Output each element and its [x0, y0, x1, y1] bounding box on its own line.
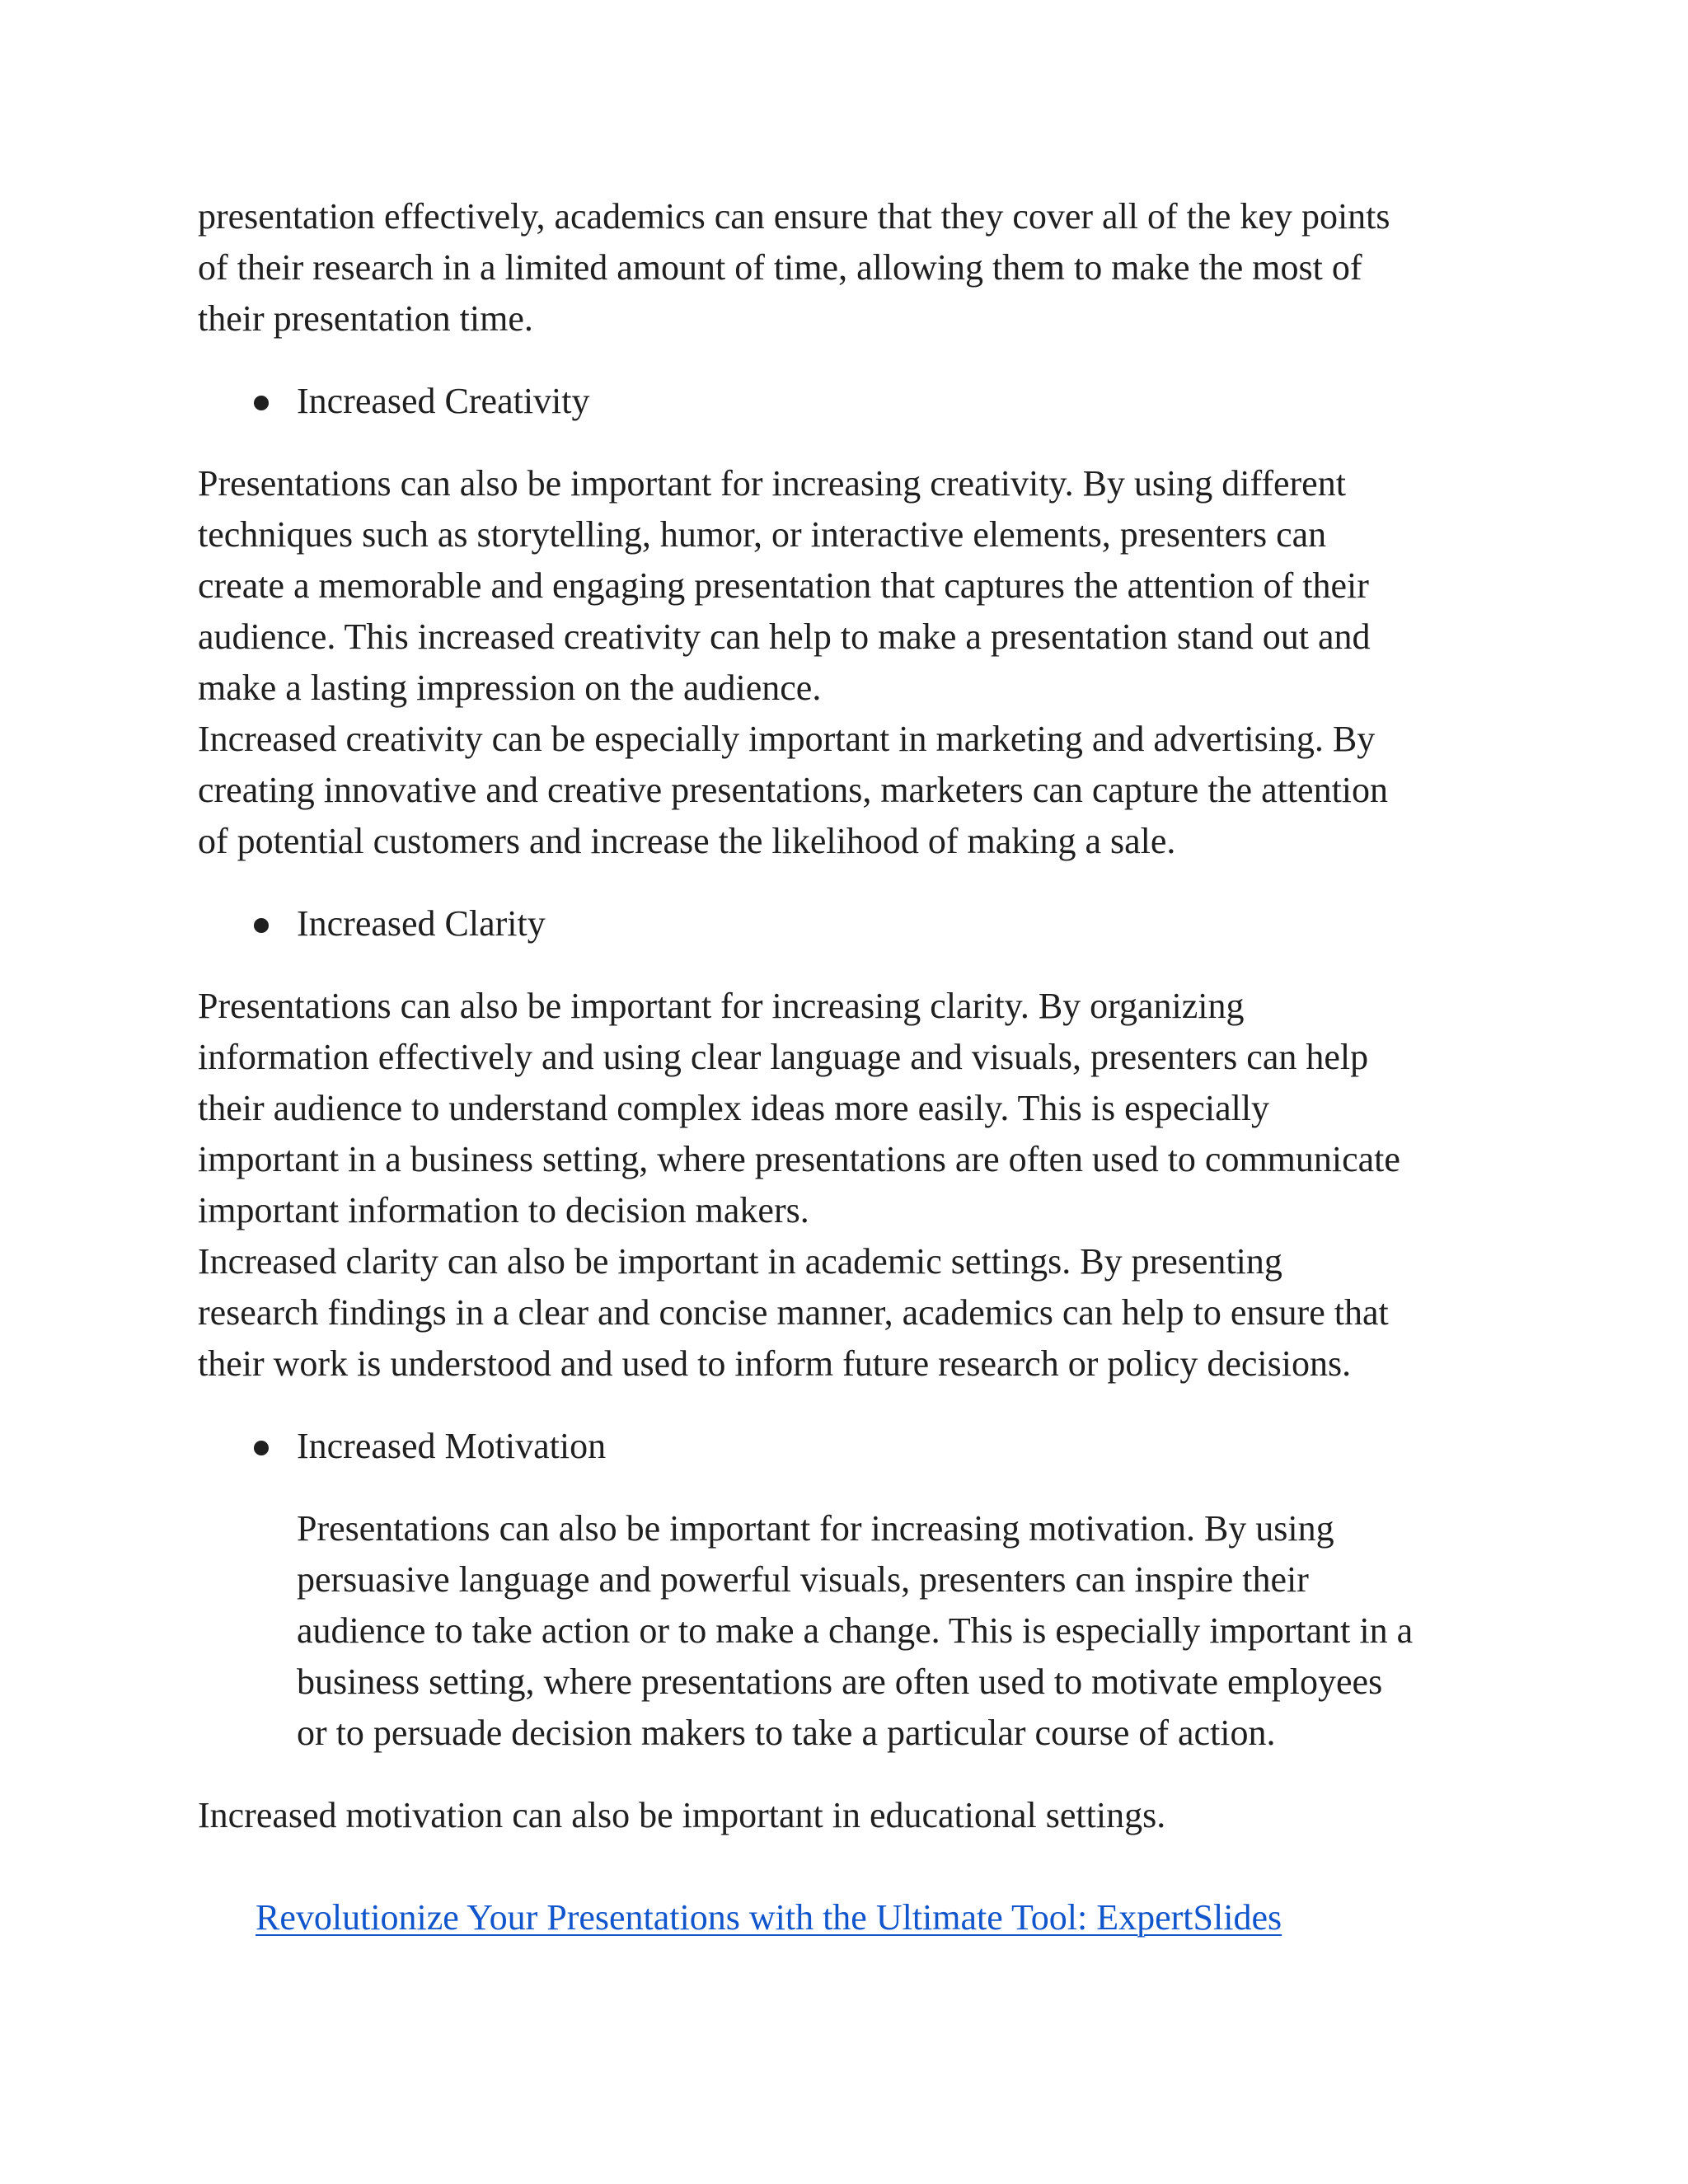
bullet-label: Increased Clarity — [297, 903, 546, 944]
bullet-dot-icon — [254, 918, 269, 933]
expertslides-link[interactable]: Revolutionize Your Presentations with the Ultimate Tool: ExpertSlides — [256, 1897, 1282, 1938]
intro-paragraph: presentation effectively, academics can ensure that they cover all of the key points of their research in a limited amount of time, allowing them to make the most of their presentation time. — [198, 196, 1390, 339]
creativity-paragraph-1: Presentations can also be important for increasing creativity. By using different techniques such as storytelling, humor, or interactive elements, presenters can create a memorable and engaging presentation that captures the attention of their audience. This increased creativity can help to make a presentation stand out and make a lasting impression on the audience. — [198, 463, 1371, 708]
promo-link-line — [198, 1892, 1500, 1943]
motivation-closing-paragraph: Increased motivation can also be important in educational settings. — [198, 1795, 1166, 1835]
bullet-dot-icon — [254, 1441, 269, 1455]
bullet-label: Increased Creativity — [297, 381, 590, 421]
bullet-dot-icon — [254, 396, 269, 410]
clarity-paragraph-2: Increased clarity can also be important in academic settings. By presenting research findings in a clear and concise manner, academics can help to ensure that their work is understood and used to inform future research or policy decisions. — [198, 1241, 1389, 1384]
clarity-paragraph-1: Presentations can also be important for increasing clarity. By organizing information effectively and using clear language and visuals, presenters can help their audience to understand complex ideas more easily. This is especially important in a business setting, where presentations are often used to communicate important information to decision makers. — [198, 986, 1400, 1230]
bullet-increased-clarity — [198, 898, 1500, 949]
document-body — [198, 191, 1500, 1943]
creativity-paragraph-2: Increased creativity can be especially important in marketing and advertising. By creating innovative and creative presentations, marketers can capture the attention of potential customers and increase the likelihood of making a sale. — [198, 719, 1389, 861]
bullet-increased-creativity — [198, 376, 1500, 427]
bullet-increased-motivation — [198, 1421, 1500, 1472]
bullet-label: Increased Motivation — [297, 1426, 607, 1466]
motivation-indented-paragraph: Presentations can also be important for increasing motivation. By using persuasive language and powerful visuals, presenters can inspire their audience to take action or to make a change. This is especially important in a business setting, where presentations are often used to motivate employees or to persuade decision makers to take a particular course of action. — [297, 1508, 1414, 1753]
